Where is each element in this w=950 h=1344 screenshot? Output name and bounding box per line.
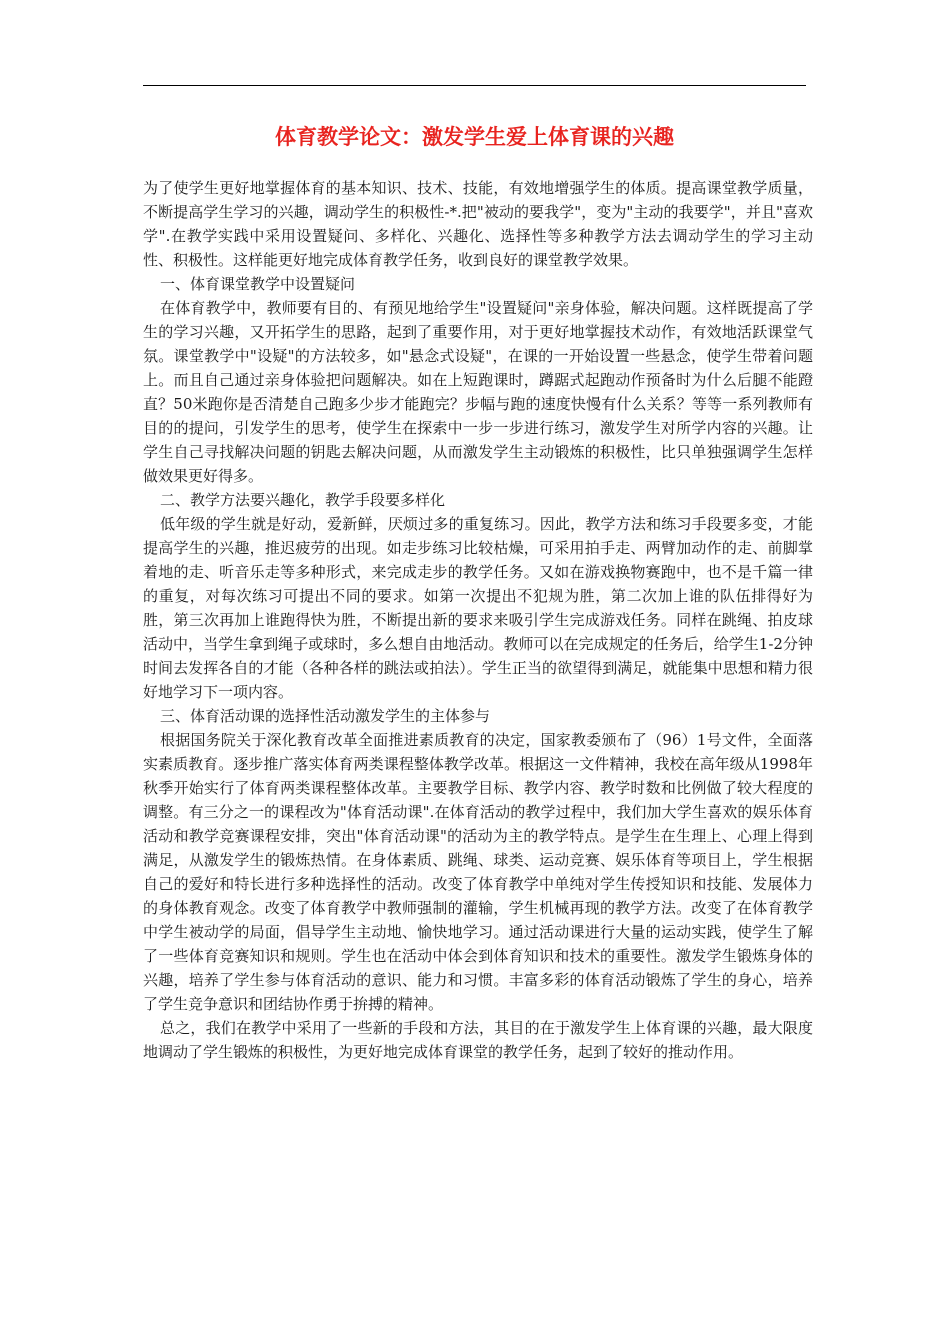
section-heading-2: 二、教学方法要兴趣化，教学手段要多样化 bbox=[160, 491, 446, 509]
section-paragraph-3: 根据国务院关于深化教育改革全面推进素质教育的决定，国家教委颁布了（96）1号文件，全面落实素质教育。逐步推广落实体育两类课程整体教学改革。根据这一文件精神，我校在高年级从1998年秋季开始实行了体育两类课程整体改革。主要教学目标、教学内容、教学时数和比例做了较大程度的调整。有三分之一的课程改为"体育活动课".在体育活动的教学过程中，我们加大学生喜欢的娱乐体育活动和教学竞赛课程安排，突出"体育活动课"的活动为主的教学特点。是学生在生理上、心理上得到满足，从激发学生的锻炼热情。在身体素质、跳绳、球类、运动竞赛、娱乐体育等项目上，学生根据自己的爱好和特长进行多种选择性的活动。改变了体育教学中单纯对学生传授知识和技能、发展体力的身体教育观念。改变了体育教学中教师强制的灌输，学生机械再现的教学方法。改变了在体育教学中学生被动学的局面，倡导学生主动地、愉快地学习。通过活动课进行大量的运动实践，使学生了解了一些体育竞赛知识和规则。学生也在活动中体会到体育知识和技术的重要性。激发学生锻炼身体的兴趣，培养了学生参与体育活动的意识、能力和习惯。丰富多彩的体育活动锻炼了学生的身心，培养了学生竞争意识和团结协作勇于拚搏的精神。 bbox=[143, 731, 813, 1013]
page-title: 体育教学论文：激发学生爱上体育课的兴趣 bbox=[275, 125, 674, 149]
section-paragraph-1: 在体育教学中，教师要有目的、有预见地给学生"设置疑问"亲身体验，解决问题。这样既提高了学生的学习兴趣，又开拓学生的思路，起到了重要作用，对于更好地掌握技术动作，有效地活跃课堂气氛。课堂教学中"设疑"的方法较多，如"悬念式设疑"，在课的一开始设置一些悬念，使学生带着问题上。而且自己通过亲身体验把问题解决。如在上短跑课时，蹲踞式起跑动作预备时为什么后腿不能蹬直？50米跑你是否清楚自己跑多少步才能跑完？步幅与跑的速度快慢有什么关系？等等一系列教师有目的的提问，引发学生的思考，使学生在探索中一步一步进行练习，激发学生对所学内容的兴趣。让学生自己寻找解决问题的钥匙去解决问题，从而激发学生主动锻炼的积极性，比只单独强调学生怎样做效果更好得多。 bbox=[143, 299, 813, 485]
intro-paragraph: 为了使学生更好地掌握体育的基本知识、技术、技能，有效地增强学生的体质。提高课堂教学质量，不断提高学生学习的兴趣，调动学生的积极性-*.把"被动的要我学"，变为"主动的我要学"，并且"喜欢学".在教学实践中采用设置疑问、多样化、兴趣化、选择性等多种教学方法去调动学生的学习主动性、积极性。这样能更好地完成体育教学任务，收到良好的课堂教学效果。 bbox=[143, 179, 813, 269]
section-heading-3: 三、体育活动课的选择性活动激发学生的主体参与 bbox=[160, 707, 491, 725]
section-heading-1: 一、体育课堂教学中设置疑问 bbox=[160, 275, 356, 293]
article-body bbox=[143, 176, 813, 1064]
header-rule bbox=[143, 85, 806, 86]
conclusion-paragraph: 总之，我们在教学中采用了一些新的手段和方法，其目的在于激发学生上体育课的兴趣，最大限度地调动了学生锻炼的积极性，为更好地完成体育课堂的教学任务，起到了较好的推动作用。 bbox=[143, 1019, 813, 1061]
section-paragraph-2: 低年级的学生就是好动，爱新鲜，厌烦过多的重复练习。因此，教学方法和练习手段要多变，才能提高学生的兴趣，推迟疲劳的出现。如走步练习比较枯燥，可采用拍手走、两臂加动作的走、前脚掌着地的走、听音乐走等多种形式，来完成走步的教学任务。又如在游戏换物赛跑中，也不是千篇一律的重复，对每次练习可提出不同的要求。如第一次提出不犯规为胜，第二次加上谁的队伍排得好为胜，第三次再加上谁跑得快为胜，不断提出新的要求来吸引学生完成游戏任务。同样在跳绳、拍皮球活动中，当学生拿到绳子或球时，多么想自由地活动。教师可以在完成规定的任务后，给学生1-2分钟时间去发挥各自的才能（各种各样的跳法或拍法）。学生正当的欲望得到满足，就能集中思想和精力很好地学习下一项内容。 bbox=[143, 515, 813, 701]
